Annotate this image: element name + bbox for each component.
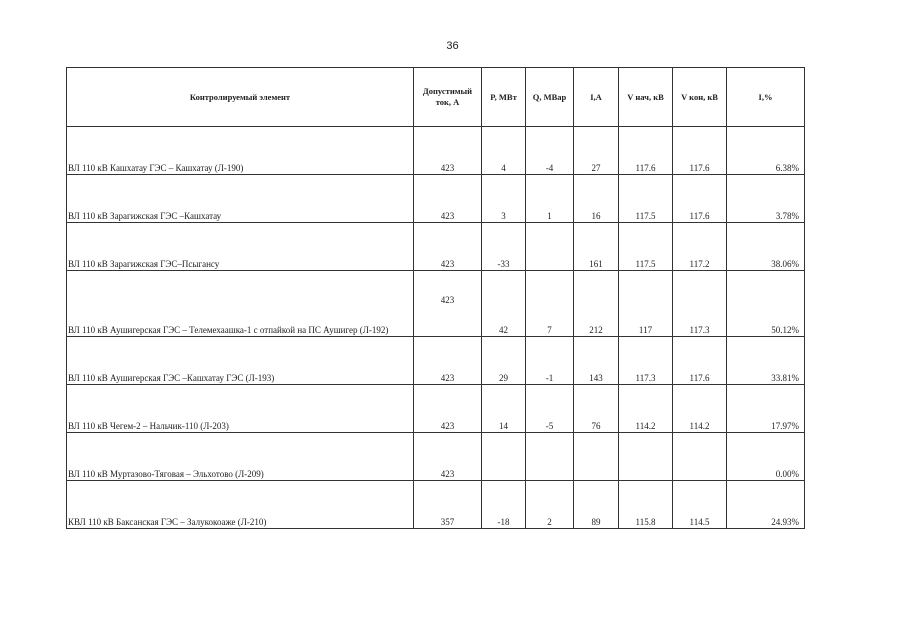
cell-q — [526, 433, 574, 481]
cell-v-start: 117.6 — [619, 127, 673, 175]
cell-p: 4 — [482, 127, 526, 175]
header-current-a: I,А — [574, 68, 619, 127]
cell-load-percent: 24.93% — [727, 481, 805, 529]
cell-allowed-current: 423 — [414, 127, 482, 175]
header-load-percent: I,% — [727, 68, 805, 127]
header-v-start: V нач, кВ — [619, 68, 673, 127]
cell-v-start: 115.8 — [619, 481, 673, 529]
table-row — [67, 385, 805, 433]
cell-current: 161 — [574, 223, 619, 271]
cell-current: 212 — [574, 271, 619, 337]
cell-allowed-current: 357 — [414, 481, 482, 529]
cell-element: ВЛ 110 кВ Чегем-2 – Нальчик-110 (Л-203) — [67, 385, 414, 433]
cell-current: 143 — [574, 337, 619, 385]
cell-current: 89 — [574, 481, 619, 529]
cell-current — [574, 433, 619, 481]
cell-v-end: 117.6 — [673, 127, 727, 175]
cell-v-end: 117.2 — [673, 223, 727, 271]
table-row — [67, 271, 805, 337]
cell-allowed-current: 423 — [414, 175, 482, 223]
cell-load-percent: 33.81% — [727, 337, 805, 385]
cell-v-end: 114.5 — [673, 481, 727, 529]
header-allowed-current: Допустимый ток, А — [414, 68, 482, 127]
cell-element: ВЛ 110 кВ Муртазово-Тяговая – Эльхотово (Л-209) — [67, 433, 414, 481]
cell-v-start — [619, 433, 673, 481]
cell-v-end: 117.6 — [673, 337, 727, 385]
cell-v-start: 117.5 — [619, 175, 673, 223]
cell-load-percent: 6.38% — [727, 127, 805, 175]
cell-p: -18 — [482, 481, 526, 529]
cell-v-end: 114.2 — [673, 385, 727, 433]
cell-p: -33 — [482, 223, 526, 271]
cell-v-start: 117 — [619, 271, 673, 337]
cell-current: 76 — [574, 385, 619, 433]
table-row — [67, 433, 805, 481]
cell-current: 16 — [574, 175, 619, 223]
cell-element: ВЛ 110 кВ Зарагижская ГЭС –Кашхатау — [67, 175, 414, 223]
cell-v-start: 114.2 — [619, 385, 673, 433]
cell-v-end — [673, 433, 727, 481]
cell-p: 29 — [482, 337, 526, 385]
cell-element: ВЛ 110 кВ Аушигерская ГЭС – Телемехаашка-1 с отпайкой на ПС Аушигер (Л-192) — [67, 271, 414, 337]
header-row — [67, 68, 805, 127]
cell-q: -5 — [526, 385, 574, 433]
cell-current: 27 — [574, 127, 619, 175]
cell-p: 14 — [482, 385, 526, 433]
cell-v-end: 117.6 — [673, 175, 727, 223]
cell-element: КВЛ 110 кВ Баксанская ГЭС – Залукокоаже (Л-210) — [67, 481, 414, 529]
table-row — [67, 223, 805, 271]
table-row — [67, 337, 805, 385]
cell-allowed-current: 423 — [414, 433, 482, 481]
table-row — [67, 175, 805, 223]
cell-v-end: 117.3 — [673, 271, 727, 337]
cell-p: 3 — [482, 175, 526, 223]
cell-q: 1 — [526, 175, 574, 223]
cell-load-percent: 3.78% — [727, 175, 805, 223]
cell-q: 2 — [526, 481, 574, 529]
cell-allowed-current: 423 — [414, 271, 482, 337]
cell-load-percent: 50.12% — [727, 271, 805, 337]
header-controlled-element: Контролируемый элемент — [67, 68, 414, 127]
cell-load-percent: 17.97% — [727, 385, 805, 433]
cell-v-start: 117.5 — [619, 223, 673, 271]
cell-p: 42 — [482, 271, 526, 337]
cell-q: 7 — [526, 271, 574, 337]
cell-q — [526, 223, 574, 271]
load-flow-table — [66, 67, 805, 529]
table-row — [67, 127, 805, 175]
cell-q: -1 — [526, 337, 574, 385]
page-number: 36 — [446, 40, 459, 52]
cell-allowed-current: 423 — [414, 385, 482, 433]
cell-load-percent: 38.06% — [727, 223, 805, 271]
cell-element: ВЛ 110 кВ Зарагижская ГЭС–Псыгансу — [67, 223, 414, 271]
table-row — [67, 481, 805, 529]
cell-p — [482, 433, 526, 481]
cell-v-start: 117.3 — [619, 337, 673, 385]
cell-element: ВЛ 110 кВ Аушигерская ГЭС –Кашхатау ГЭС (Л-193) — [67, 337, 414, 385]
header-p-mw: P, МВт — [482, 68, 526, 127]
cell-q: -4 — [526, 127, 574, 175]
header-v-end: V кон, кВ — [673, 68, 727, 127]
cell-element: ВЛ 110 кВ Кашхатау ГЭС – Кашхатау (Л-190) — [67, 127, 414, 175]
cell-allowed-current: 423 — [414, 223, 482, 271]
cell-load-percent: 0.00% — [727, 433, 805, 481]
cell-allowed-current: 423 — [414, 337, 482, 385]
header-q-mvar: Q, МВар — [526, 68, 574, 127]
